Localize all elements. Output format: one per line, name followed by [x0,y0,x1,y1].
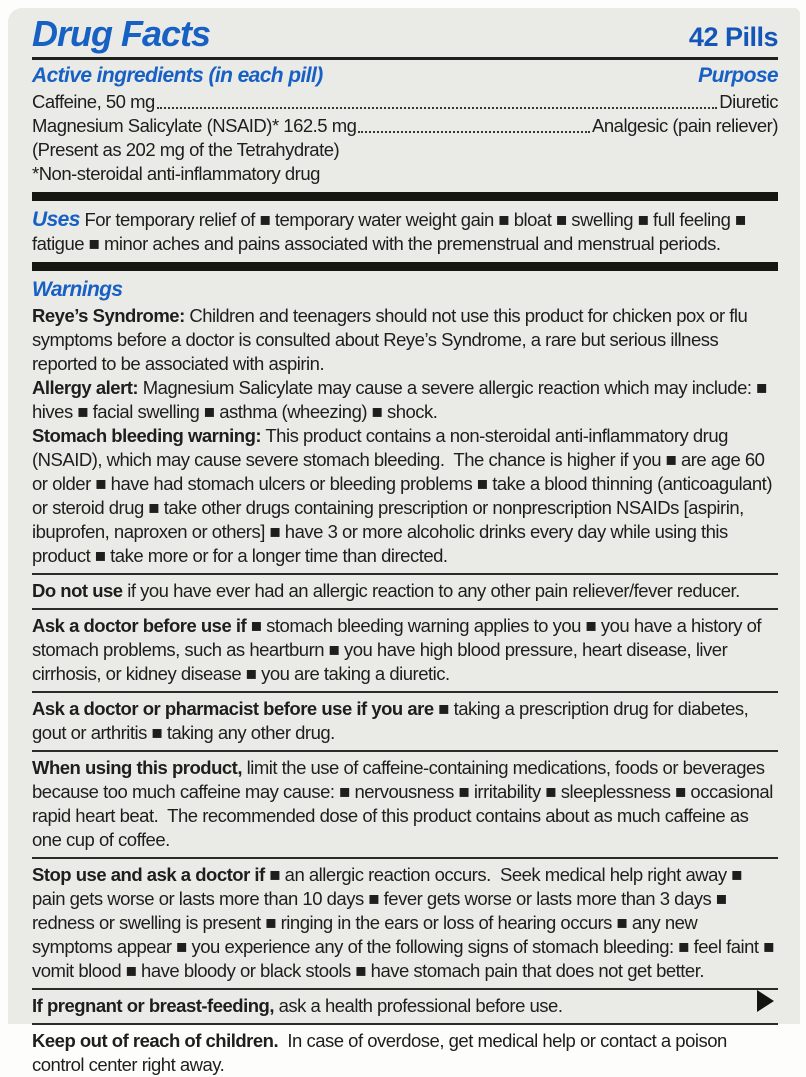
ingredient-purpose: Diuretic [719,91,778,112]
section-lead: If pregnant or breast-feeding, [32,995,274,1016]
ingredient-name: Caffeine, 50 mg [32,91,155,112]
uses-heading: Uses [32,208,80,231]
ingredient-note: *Non-steroidal anti-inflammatory drug [32,163,320,184]
section-text: ■ an allergic reaction occurs. Seek medical help right away ■ pain gets worse or lasts more than 10 days ■ fever gets worse or lasts more than 3 days ■ redness or swelling is present ■ ringing in the ears or loss of hearing occurs ■ any new symptoms appear ■ you experience any of the following signs of stomach bleeding: ■ feel faint ■ vomit blood ■ have bloody or black stools ■ have stomach pain that does not get better. [32,864,779,981]
ingredient-row [32,114,778,138]
divider-bar [32,262,778,271]
drug-facts-label [8,8,800,1075]
header [32,13,778,54]
section-lead: When using this product, [32,757,242,778]
active-ingredients-section [32,64,778,186]
section-text: limit the use of caffeine-containing medications, foods or beverages because too much caffeine may cause: ■ nervousness ■ irritability ■ sleeplessness ■ occasional rapid heart beat. The recommended dose of this product contains about as much caffeine as one cup of coffee. [32,757,778,850]
section-lead: Ask a doctor or pharmacist before use if you are [32,698,434,719]
warning-text: This product contains a non-steroidal anti-inflammatory drug (NSAID), which may cause severe stomach bleeding. The chance is higher if you ■ are age 60 or older ■ have had stomach ulcers or bleeding problems ■ take a blood thinning (anticoagulant) or steroid drug ■ take other drugs containing prescription or nonprescription NSAIDs [aspirin, ibuprofen, naproxen or others] ■ have 3 or more alcoholic drinks every day while using this product ■ take more or for a longer time than directed. [32,425,777,566]
divider-bar [32,192,778,201]
next-panel-arrow-icon [757,990,774,1012]
ingredient-leader-dots [157,107,718,109]
section-text: ask a health professional before use. [273,995,563,1016]
section-keep-out-of-reach [32,1023,778,1077]
section-stop-use [32,857,778,983]
warning-text: Magnesium Salicylate may cause a severe allergic reaction which may include: ■ hives ■ facial swelling ■ asthma (wheezing) ■ shock. [32,377,772,422]
warning-reyes-syndrome [32,304,778,376]
ingredient-leader-dots [358,131,590,133]
warning-allergy-alert [32,376,778,424]
section-text: ■ stomach bleeding warning applies to you ■ you have a history of stomach problems, such as heartburn ■ you have high blood pressure, heart disease, liver cirrhosis, or kidney disease ■ you are taking a diuretic. [32,615,766,684]
section-text: ■ taking a prescription drug for diabetes, gout or arthritis ■ taking any other drug. [32,698,753,743]
pill-count-badge: 42 Pills [688,22,778,52]
active-ingredients-heading: Active ingredients (in each pill) [32,64,323,87]
section-rule [32,691,778,693]
warning-stomach-bleeding [32,424,778,568]
section-lead: Keep out of reach of children. [32,1030,279,1051]
section-ask-a-doctor [32,608,778,686]
section-ask-doctor-or-pharmacist [32,691,778,745]
section-text: In case of overdose, get medical help or contact a poison control center right away. [32,1030,732,1075]
section-rule [32,988,778,990]
header-rule [32,57,778,60]
uses-text: For temporary relief of ■ temporary water weight gain ■ bloat ■ swelling ■ full feeling ■ fatigue ■ minor aches and pains associated with the premenstrual and menstrual periods. [32,209,751,254]
active-ingredients-header-row [32,64,778,88]
section-when-using [32,750,778,852]
section-lead: Stop use and ask a doctor if [32,864,265,885]
section-pregnant [32,988,778,1018]
warning-text: Children and teenagers should not use this product for chicken pox or flu symptoms before a doctor is consulted about Reye’s Syndrome, a rare but serious illness reported to be associated with aspirin. [32,305,752,374]
section-rule [32,573,778,575]
section-rule [32,750,778,752]
ingredient-purpose: Analgesic (pain reliever) [592,115,778,136]
section-rule [32,857,778,859]
section-rule [32,608,778,610]
section-text: if you have ever had an allergic reaction to any other pain reliever/fever reducer. [122,580,740,601]
warning-lead: Stomach bleeding warning: [32,425,262,446]
ingredient-note: (Present as 202 mg of the Tetrahydrate) [32,139,340,160]
section-do-not-use [32,573,778,603]
warning-lead: Reye’s Syndrome: [32,305,185,326]
section-rule [32,1023,778,1025]
warnings-section [32,278,778,568]
warning-lead: Allergy alert: [32,377,139,398]
uses-section [32,208,778,256]
page-title: Drug Facts [32,13,211,54]
section-lead: Ask a doctor before use if [32,615,247,636]
ingredient-row [32,90,778,114]
section-lead: Do not use [32,580,123,601]
warnings-heading: Warnings [32,278,123,301]
ingredient-name: Magnesium Salicylate (NSAID)* 162.5 mg [32,115,357,136]
purpose-heading: Purpose [698,64,778,87]
